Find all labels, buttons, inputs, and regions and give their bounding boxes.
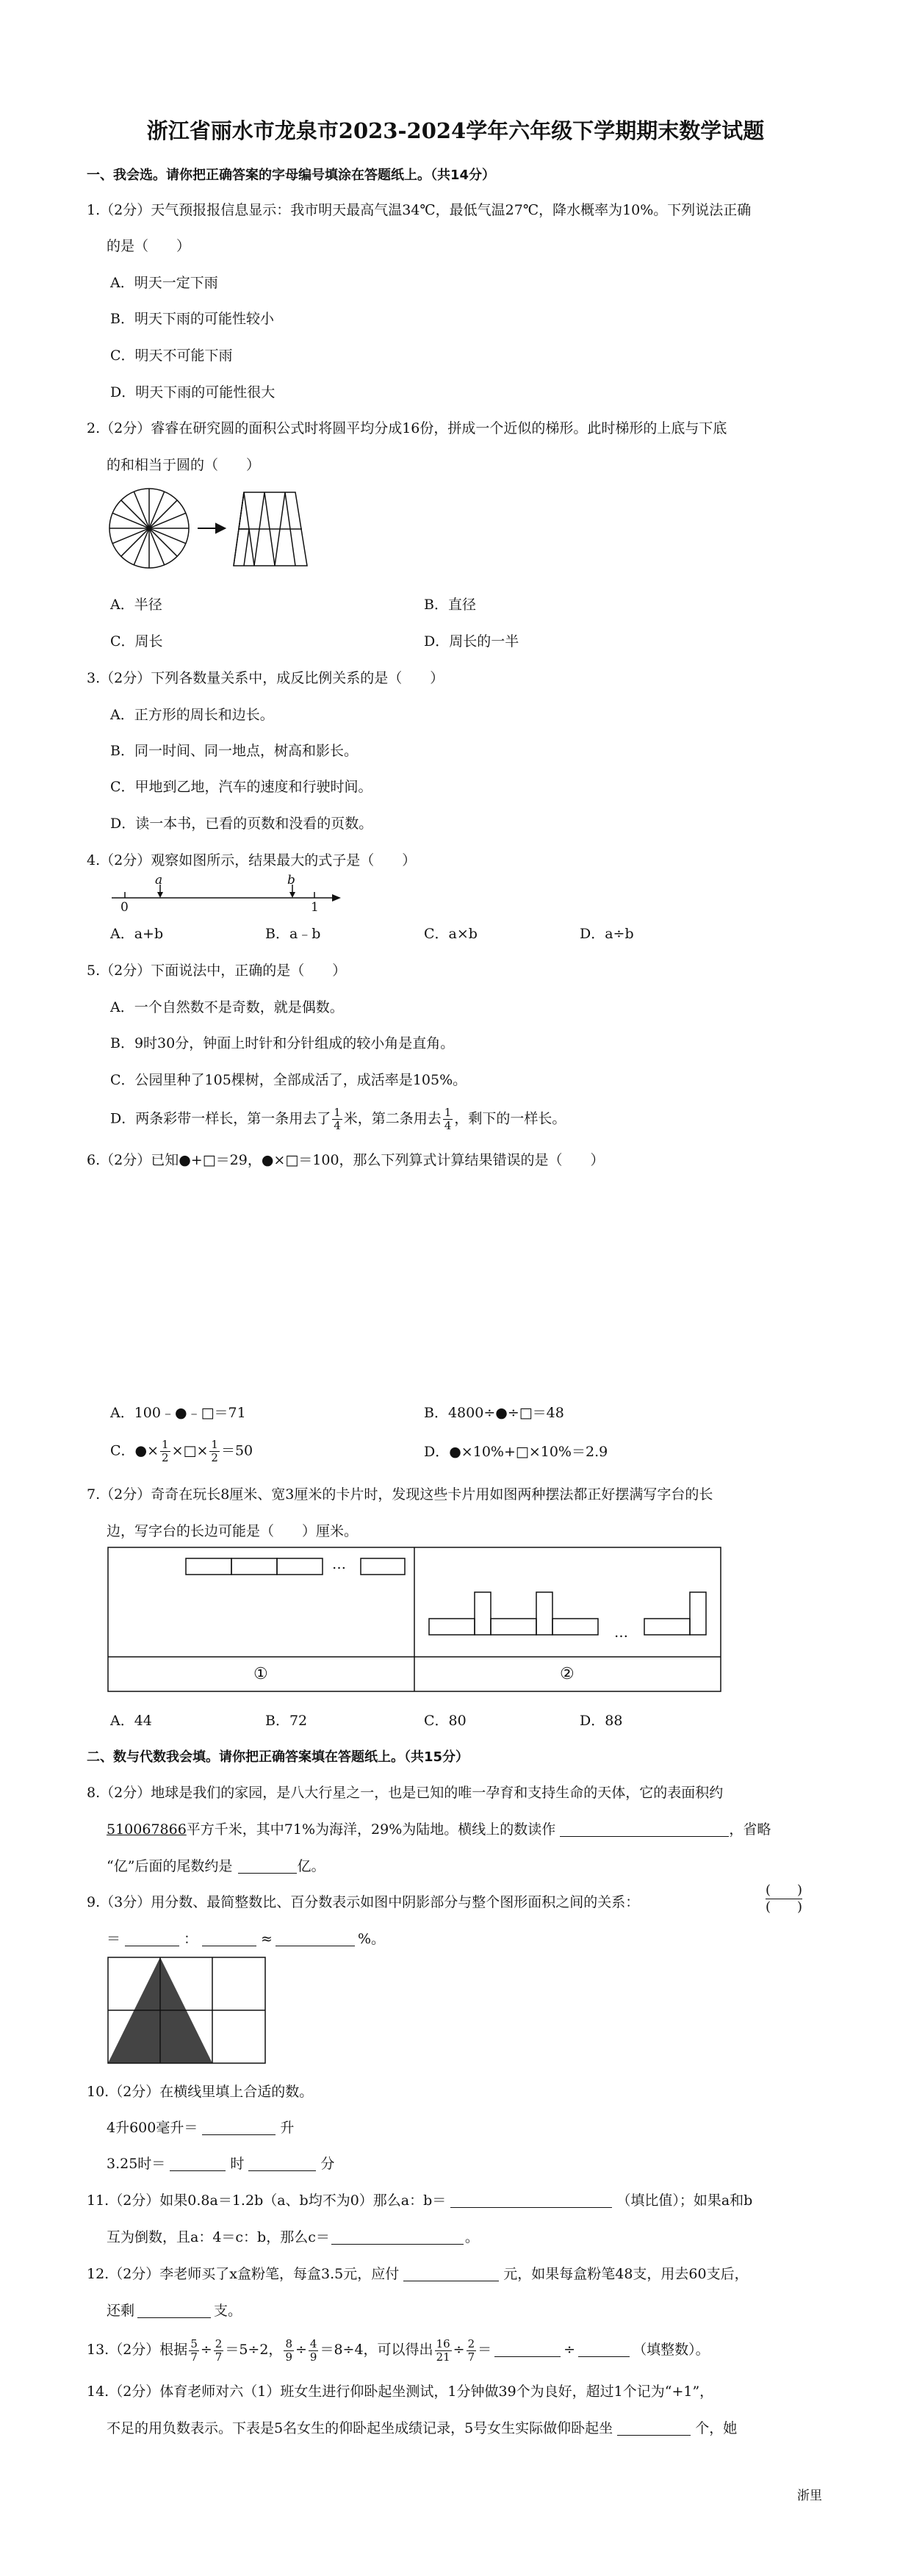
q5-fraction: $\frac{1}{4}$ — [334, 1106, 341, 1132]
q9-ratio-blank-2[interactable] — [202, 1929, 256, 1946]
layout-2-label: ② — [560, 1665, 575, 1683]
card-layout-figure — [107, 1547, 721, 1694]
q1-stem-2: 的是（ ） — [107, 238, 191, 254]
q1-option-d: D．明天下雨的可能性很大 — [110, 384, 276, 400]
q8-answer-blank-1[interactable] — [560, 1820, 729, 1837]
q6-stem: 6.（2分）已知●+□＝29，●×□＝100，那么下列算式计算结果错误的是（ ） — [87, 1152, 605, 1168]
trapezoid-shape — [234, 492, 307, 566]
number-line-label-a: a — [155, 873, 163, 888]
q11-line-1: 11.（2分）如果0.8a＝1.2b（a、b均不为0）那么a：b＝ （填比值）；如果a和b — [87, 2192, 753, 2209]
q7-stem: 7.（2分）奇奇在玩长8厘米、宽3厘米的卡片时，发现这些卡片用如图两种摆法都正好摆满写字台的长 — [87, 1486, 713, 1503]
q9-percent-blank[interactable] — [276, 1929, 355, 1946]
q3-option-b: B．同一时间、同一地点，树高和影长。 — [110, 743, 358, 759]
q10-answer-blank-3[interactable] — [248, 2154, 316, 2171]
section-heading-2: 二、数与代数我会填。请你把正确答案填在答题纸上。（共15分） — [87, 1749, 469, 1765]
q4-option-c: C．a×b — [424, 926, 478, 942]
q14-stem-2: 不足的用负数表示。下表是5名女生的仰卧起坐成绩记录，5号女生实际做仰卧起坐 个，她 — [107, 2420, 738, 2436]
q13-answer-blank-1[interactable] — [494, 2340, 561, 2357]
q14-stem: 14.（2分）体育老师对六（1）班女生进行仰卧起坐测试，1分钟做39个为良好，超过1个记为“+1”， — [87, 2383, 714, 2400]
section-heading-1: 一、我会选。请你把正确答案的字母编号填涂在答题纸上。（共14分） — [87, 168, 496, 183]
q11-answer-blank-2[interactable] — [331, 2228, 464, 2245]
q5-option-a: A．一个自然数不是奇数，就是偶数。 — [110, 999, 344, 1015]
q11-line-2: 互为倒数，且a：4＝c：b，那么c＝ 。 — [107, 2229, 479, 2245]
layout-2-cards — [429, 1592, 706, 1635]
q3-option-d: D．读一本书，已看的页数和没看的页数。 — [110, 816, 373, 832]
q4-option-b: B．a﹣b — [265, 926, 321, 942]
q13-answer-blank-2[interactable] — [578, 2340, 630, 2357]
q9-stem: 9.（3分）用分数、最简整数比、百分数表示如图中阴影部分与整个图形面积之间的关系： — [87, 1894, 640, 1910]
q6-option-c: C．●× $\frac{1}{2}$ ×□× $\frac{1}{2}$ ＝50 — [110, 1438, 253, 1464]
layout-2-ellipsis: … — [614, 1625, 628, 1641]
number-line-figure — [103, 876, 345, 920]
q8-stem: 8.（2分）地球是我们的家园，是八大行星之一，也是已知的唯一孕育和支持生命的天体，它的表面积约 — [87, 1785, 724, 1801]
q3-option-a: A．正方形的周长和边长。 — [110, 707, 274, 723]
q6-option-b: B．4800÷●÷□＝48 — [424, 1405, 564, 1421]
q2-stem-2: 的和相当于圆的（ ） — [107, 457, 261, 473]
q9-stem-2: ＝ ： ≈ %。 — [107, 1931, 386, 1947]
q10-answer-blank-1[interactable] — [202, 2118, 276, 2135]
arrow-icon — [198, 524, 225, 533]
number-line-label-b: b — [287, 873, 295, 888]
q1-option-c: C．明天不可能下雨 — [110, 348, 233, 364]
q5-stem: 5.（2分）下面说法中，正确的是（ ） — [87, 963, 347, 979]
q7-option-a: A．44 — [110, 1713, 152, 1729]
q8-answer-blank-2[interactable] — [238, 1857, 297, 1874]
q11-answer-blank-1[interactable] — [450, 2191, 612, 2208]
q9-fraction-blank[interactable]: ( ) ( ) — [766, 1882, 803, 1915]
q6-option-a: A．100﹣●﹣□＝71 — [110, 1405, 246, 1421]
q10-stem: 10.（2分）在横线里填上合适的数。 — [87, 2084, 314, 2100]
layout-1-cards — [186, 1558, 405, 1575]
q3-option-c: C．甲地到乙地，汽车的速度和行驶时间。 — [110, 779, 372, 795]
q7-option-c: C．80 — [424, 1713, 467, 1729]
q2-stem: 2.（2分）睿睿在研究圆的面积公式时将圆平均分成16份，拼成一个近似的梯形。此时梯形的上底与下底 — [87, 420, 727, 436]
q8-stem-2: 510067866平方千米，其中71%为海洋，29%为陆地。横线上的数读作 ，省略 — [107, 1821, 771, 1838]
q12-answer-blank-1[interactable] — [403, 2264, 499, 2281]
circle-trapezoid-figure — [107, 486, 320, 575]
q4-option-a: A．a+b — [110, 926, 164, 942]
q12-line-1: 12.（2分）李老师买了x盒粉笔，每盒3.5元，应付 元，如果每盒粉笔48支，用去60支后， — [87, 2266, 749, 2282]
q9-shaded-grid-figure — [107, 1956, 268, 2066]
q5-option-d: D．两条彩带一样长，第一条用去了 $\frac{1}{4}$ 米，第二条用去 $\frac{1}{4}$ ，剩下的一样长。 — [110, 1106, 566, 1132]
q6-fraction-2: $\frac{1}{2}$ — [211, 1438, 218, 1464]
sliced-circle — [109, 489, 189, 568]
layout-1-label: ① — [253, 1665, 268, 1683]
q2-option-d: D．周长的一半 — [424, 633, 519, 650]
q7-stem-2: 边，写字台的长边可能是（ ）厘米。 — [107, 1523, 359, 1539]
q14-answer-blank[interactable] — [617, 2419, 691, 2436]
q13-line: 13.（2分）根据 $\frac{5}{7}$ ÷ $\frac{2}{7}$ ＝5÷2， $\frac{8}{9}$ ÷ $\frac{4}{9}$ ＝8÷4，可以得出 $\frac{16}{21}$ ÷ $\frac{2}{7}$ ＝ ÷ （填整数）。 — [87, 2336, 710, 2364]
q7-option-b: B．72 — [265, 1713, 308, 1729]
q12-answer-blank-2[interactable] — [137, 2301, 211, 2318]
q8-number: 510067866 — [107, 1821, 187, 1838]
q5-option-b: B．9时30分，钟面上时针和分针组成的较小角是直角。 — [110, 1035, 455, 1051]
q8-stem-3: “亿”后面的尾数约是 亿。 — [107, 1858, 325, 1874]
q5-fraction-2: $\frac{1}{4}$ — [444, 1106, 452, 1132]
q2-option-b: B．直径 — [424, 597, 476, 613]
q6-option-d: D．●×10%+□×10%＝2.9 — [424, 1444, 608, 1460]
q2-option-a: A．半径 — [110, 597, 162, 613]
q1-option-a: A．明天一定下雨 — [110, 275, 218, 291]
q3-stem: 3.（2分）下列各数量关系中，成反比例关系的是（ ） — [87, 670, 444, 686]
q7-option-d: D．88 — [580, 1713, 623, 1729]
q10-answer-blank-2[interactable] — [170, 2154, 226, 2171]
layout-1-ellipsis: … — [332, 1556, 346, 1572]
q10-line-3: 3.25时＝ 时 分 — [107, 2156, 335, 2172]
q4-stem: 4.（2分）观察如图所示，结果最大的式子是（ ） — [87, 852, 417, 868]
number-line-label-1: 1 — [311, 900, 319, 915]
q4-option-d: D．a÷b — [580, 926, 634, 942]
q1-stem: 1.（2分）天气预报报信息显示：我市明天最高气温34℃，最低气温27℃，降水概率为10%。下列说法正确 — [87, 202, 752, 218]
q2-option-c: C．周长 — [110, 633, 163, 650]
q5-option-c: C．公园里种了105棵树，全部成活了，成活率是105%。 — [110, 1072, 467, 1088]
q6-fraction: $\frac{1}{2}$ — [162, 1438, 169, 1464]
q1-option-b: B．明天下雨的可能性较小 — [110, 311, 274, 327]
page-title: 浙江省丽水市龙泉市2023-2024学年六年级下学期期末数学试题 — [146, 118, 765, 143]
number-line-label-0: 0 — [120, 900, 129, 915]
q12-line-2: 还剩 支。 — [107, 2303, 242, 2319]
page-footer: 浙里 — [797, 2489, 822, 2503]
q10-line-2: 4升600毫升＝ 升 — [107, 2120, 295, 2136]
q9-ratio-blank-1[interactable] — [125, 1929, 179, 1946]
